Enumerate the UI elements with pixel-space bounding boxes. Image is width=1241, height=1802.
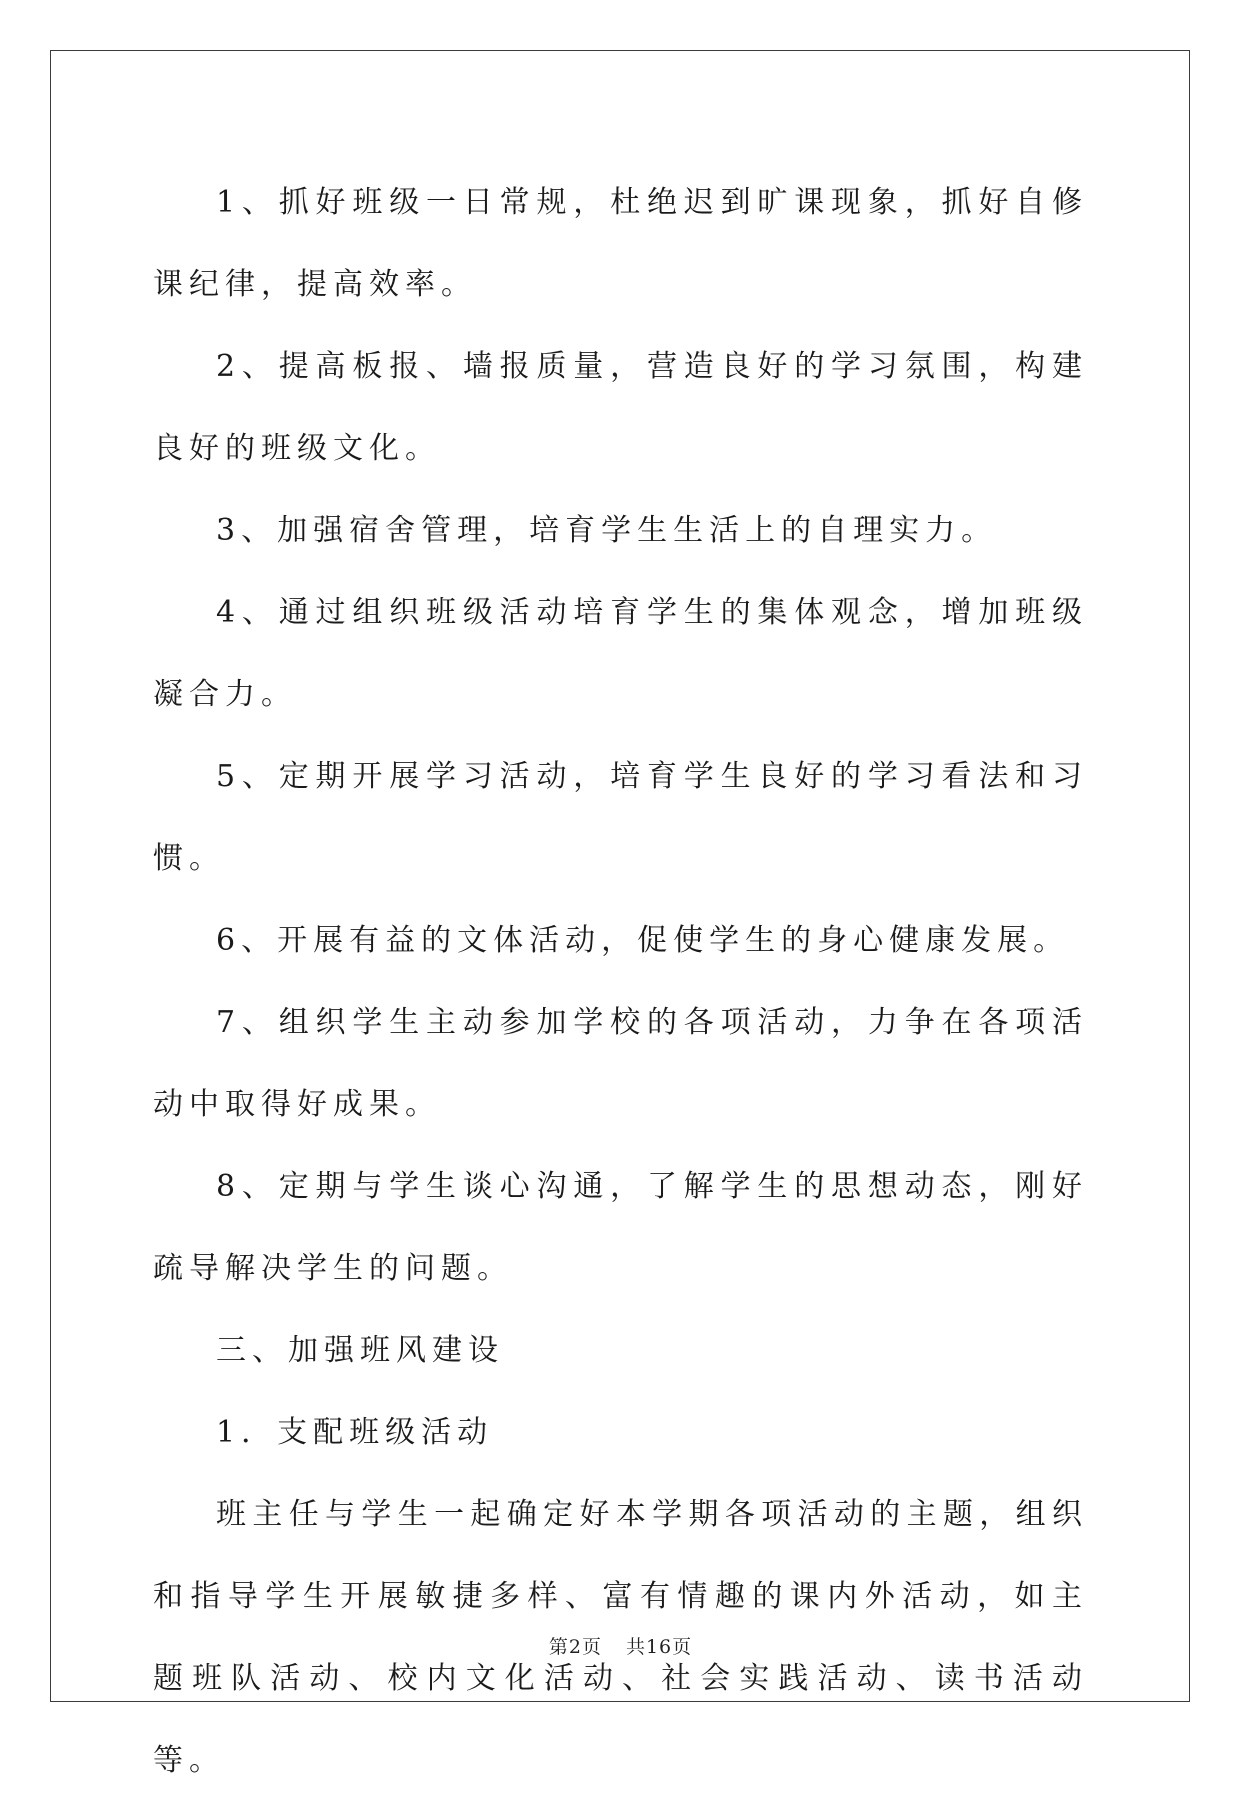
paragraph: 2、提高板报、墙报质量，营造良好的学习氛围，构建良好的班级文化。 [153, 349, 1088, 466]
paragraph: 4、通过组织班级活动培育学生的集体观念，增加班级凝合力。 [153, 595, 1088, 712]
section-heading: 三、加强班风建设 [216, 1333, 504, 1368]
page-number: 第2页 [548, 1636, 602, 1658]
paragraph: 6、开展有益的文体活动，促使学生的身心健康发展。 [216, 923, 1070, 958]
paragraph: 8、定期与学生谈心沟通，了解学生的思想动态，刚好疏导解决学生的问题。 [153, 1169, 1088, 1286]
subsection-heading: 1．支配班级活动 [216, 1415, 494, 1450]
page-footer [0, 1632, 1241, 1659]
paragraph: 3、加强宿舍管理，培育学生生活上的自理实力。 [216, 513, 998, 548]
document-body [153, 162, 1088, 1802]
paragraph: 7、组织学生主动参加学校的各项活动，力争在各项活动中取得好成果。 [153, 1005, 1088, 1122]
paragraph: 1、抓好班级一日常规，杜绝迟到旷课现象，抓好自修课纪律，提高效率。 [153, 185, 1088, 302]
paragraph: 班主任与学生一起确定好本学期各项活动的主题，组织和指导学生开展敏捷多样、富有情趣的课内外活动，如主题班队活动、校内文化活动、社会实践活动、读书活动等。 [153, 1497, 1088, 1778]
page-total: 共16页 [625, 1636, 693, 1658]
paragraph: 5、定期开展学习活动，培育学生良好的学习看法和习惯。 [153, 759, 1088, 876]
